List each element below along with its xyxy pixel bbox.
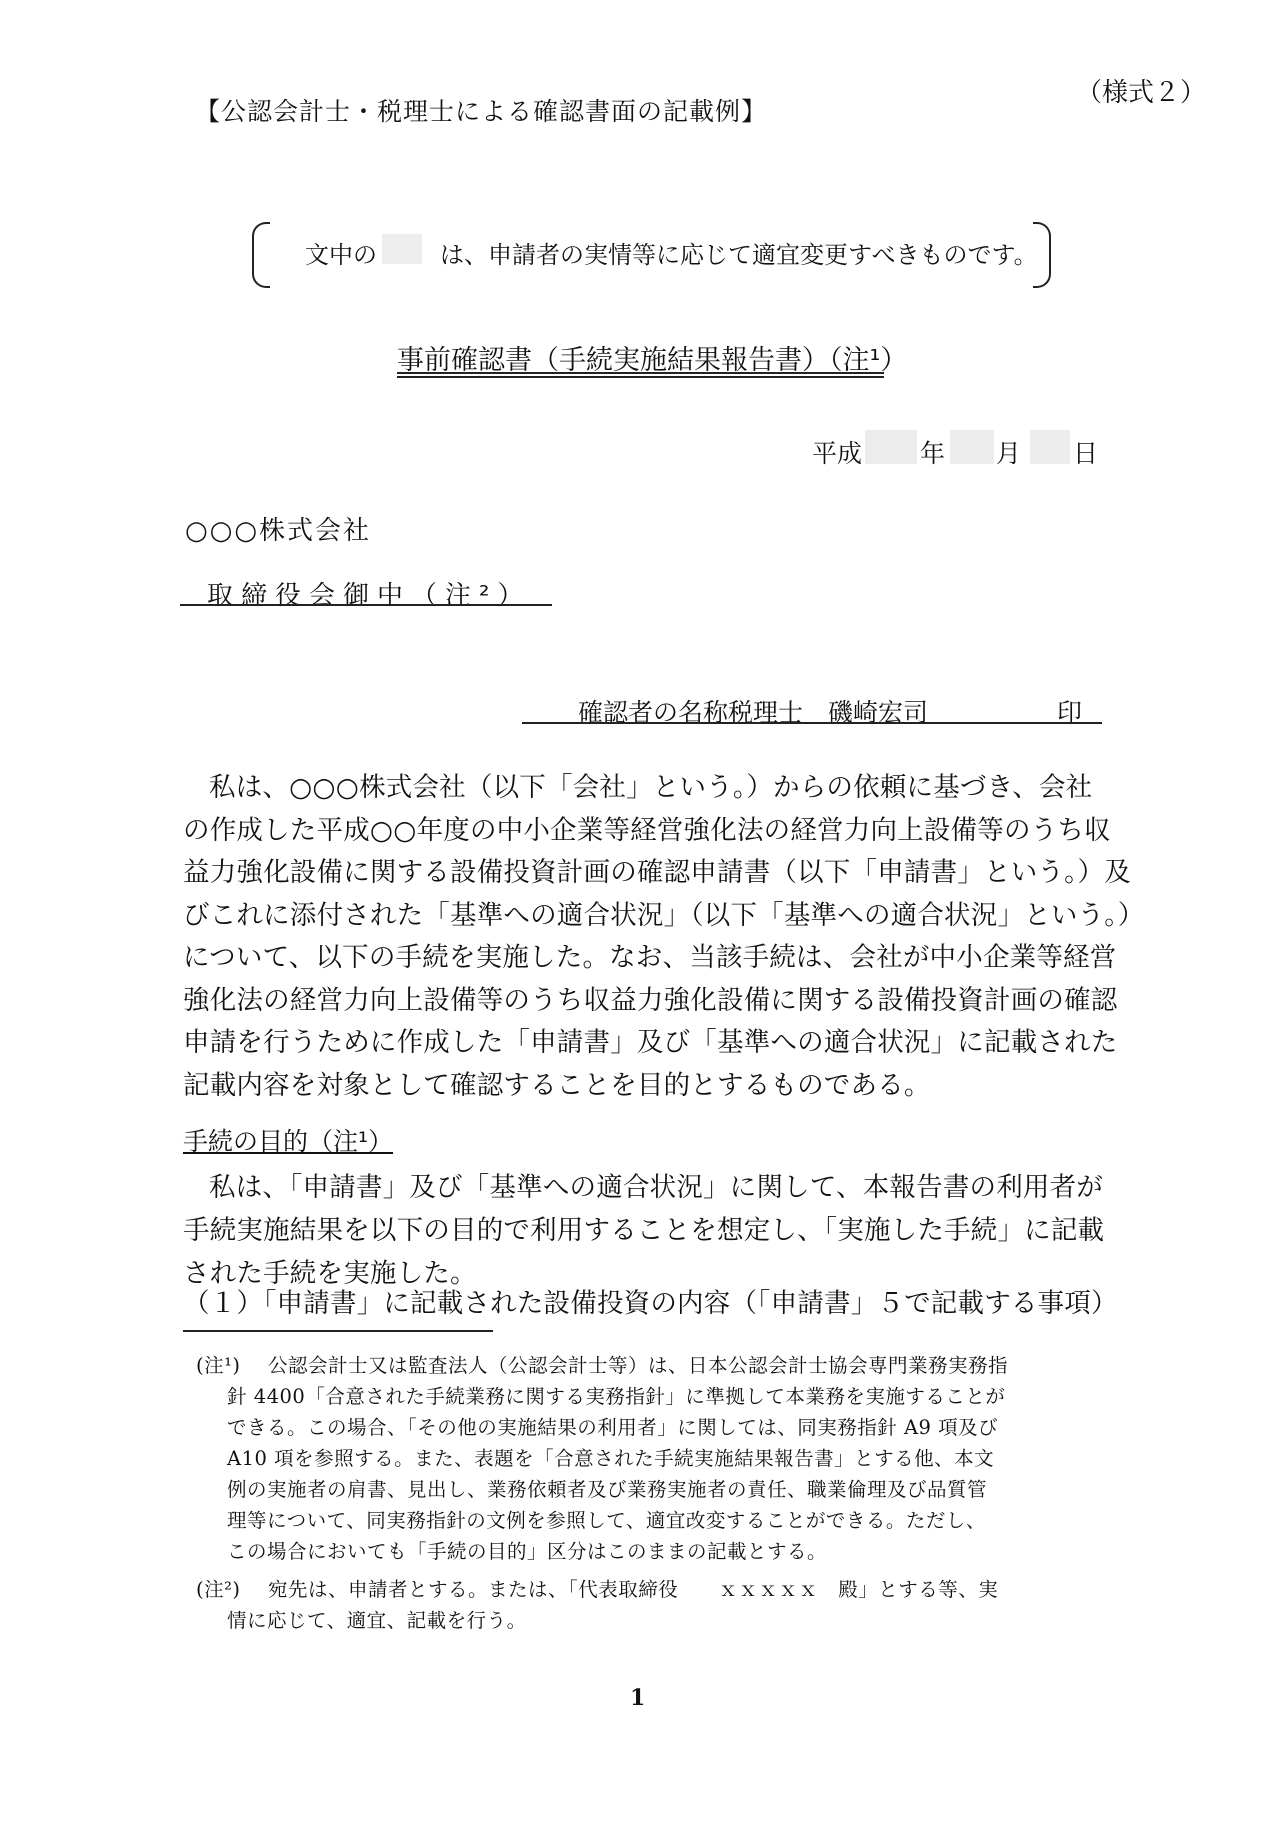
date-year-unit: 年 xyxy=(920,439,946,468)
purpose-line: （１）「申請書」に記載された設備投資の内容（「申請書」５で記載する事項） xyxy=(183,1288,1118,1319)
footnote-2-mark: (注²) xyxy=(196,1578,241,1601)
purpose-line: 手続実施結果を以下の目的で利用することを想定し、「実施した手続」に記載 xyxy=(183,1215,1105,1246)
notice-bracket-left xyxy=(252,222,270,288)
purpose-line: された手続を実施した。 xyxy=(183,1258,477,1289)
notice-text-after: は、申請者の実情等に応じて適宜変更すべきものです。 xyxy=(440,241,1038,269)
footnote-1-line: A10 項を参照する。また、表題を「合意された手続実施結果報告書」とする他、本文 xyxy=(227,1447,995,1470)
footnote-2-line: 情に応じて、適宜、記載を行う。 xyxy=(227,1609,527,1632)
document-title: 事前確認書（手続実施結果報告書）（注¹） xyxy=(397,345,908,376)
intro-line: びこれに添付された「基準への適合状況」（以下「基準への適合状況」という。） xyxy=(183,900,1145,931)
footnote-1-line: 理等について、同実務指針の文例を参照して、適宜改変することができる。ただし、 xyxy=(227,1509,986,1532)
intro-line: について、以下の手続を実施した。なお、当該手続は、会社が中小企業等経営 xyxy=(183,942,1117,973)
date-era: 平成 xyxy=(812,439,863,468)
purpose-heading: 手続の目的（注¹） xyxy=(183,1127,394,1156)
footnote-separator xyxy=(183,1330,493,1332)
recipient-company: ○○○株式会社 xyxy=(185,516,372,546)
intro-line: の作成した平成○○年度の中小企業等経営強化法の経営力向上設備等のうち収 xyxy=(183,815,1111,846)
footnote-1-line: 針 4400「合意された手続業務に関する実務指針」に準拠して本業務を実施することが xyxy=(227,1385,1006,1408)
form-number: （様式２） xyxy=(1076,78,1207,108)
purpose-line: 私は、「申請書」及び「基準への適合状況」に関して、本報告書の利用者が xyxy=(209,1172,1104,1203)
footnote-1-line: 例の実施者の肩書、見出し、業務依頼者及び業務実施者の責任、職業倫理及び品質管 xyxy=(227,1478,988,1501)
date-day-unit: 日 xyxy=(1073,439,1099,468)
notice-text-before: 文中の xyxy=(305,241,377,269)
intro-line: 益力強化設備に関する設備投資計画の確認申請書（以下「申請書」という。）及 xyxy=(183,857,1131,888)
header-title: 【公認会計士・税理士による確認書面の記載例】 xyxy=(195,97,768,126)
footnote-1-mark: (注¹) xyxy=(196,1354,241,1377)
intro-line: 私は、○○○株式会社（以下「会社」という。）からの依頼に基づき、会社 xyxy=(209,772,1093,803)
notice-placeholder-shade xyxy=(382,234,422,264)
footnote-1-line: できる。この場合、「その他の実施結果の利用者」に関しては、同実務指針 A9 項及び xyxy=(227,1416,999,1439)
page-number: 1 xyxy=(630,1685,646,1711)
intro-line: 記載内容を対象として確認することを目的とするものである。 xyxy=(183,1070,931,1101)
footnote-1-line: この場合においても「手続の目的」区分はこのままの記載とする。 xyxy=(227,1540,828,1563)
date-year-blank xyxy=(865,430,917,464)
intro-line: 強化法の経営力向上設備等のうち収益力強化設備に関する設備投資計画の確認 xyxy=(183,985,1118,1016)
footnote-2-line: 宛先は、申請者とする。または、「代表取締役 ｘｘｘｘｘ 殿」とする等、実 xyxy=(268,1578,999,1601)
seal-mark: 印 xyxy=(1057,698,1083,727)
confirmer-underline xyxy=(522,722,1102,724)
date-month-unit: 月 xyxy=(996,439,1022,468)
date-month-blank xyxy=(950,430,994,464)
confirmer-name: 確認者の名称税理士 磯崎宏司 xyxy=(578,698,929,727)
recipient-underline xyxy=(180,604,552,606)
recipient-addressee: 取締役会御中（注²） xyxy=(207,581,532,611)
footnote-1-line: 公認会計士又は監査法人（公認会計士等）は、日本公認会計士協会専門業務実務指 xyxy=(268,1354,1009,1377)
intro-line: 申請を行うために作成した「申請書」及び「基準への適合状況」に記載された xyxy=(183,1027,1118,1058)
date-day-blank xyxy=(1030,430,1070,464)
title-double-underline xyxy=(397,372,884,378)
notice-bracket-right xyxy=(1033,222,1051,288)
